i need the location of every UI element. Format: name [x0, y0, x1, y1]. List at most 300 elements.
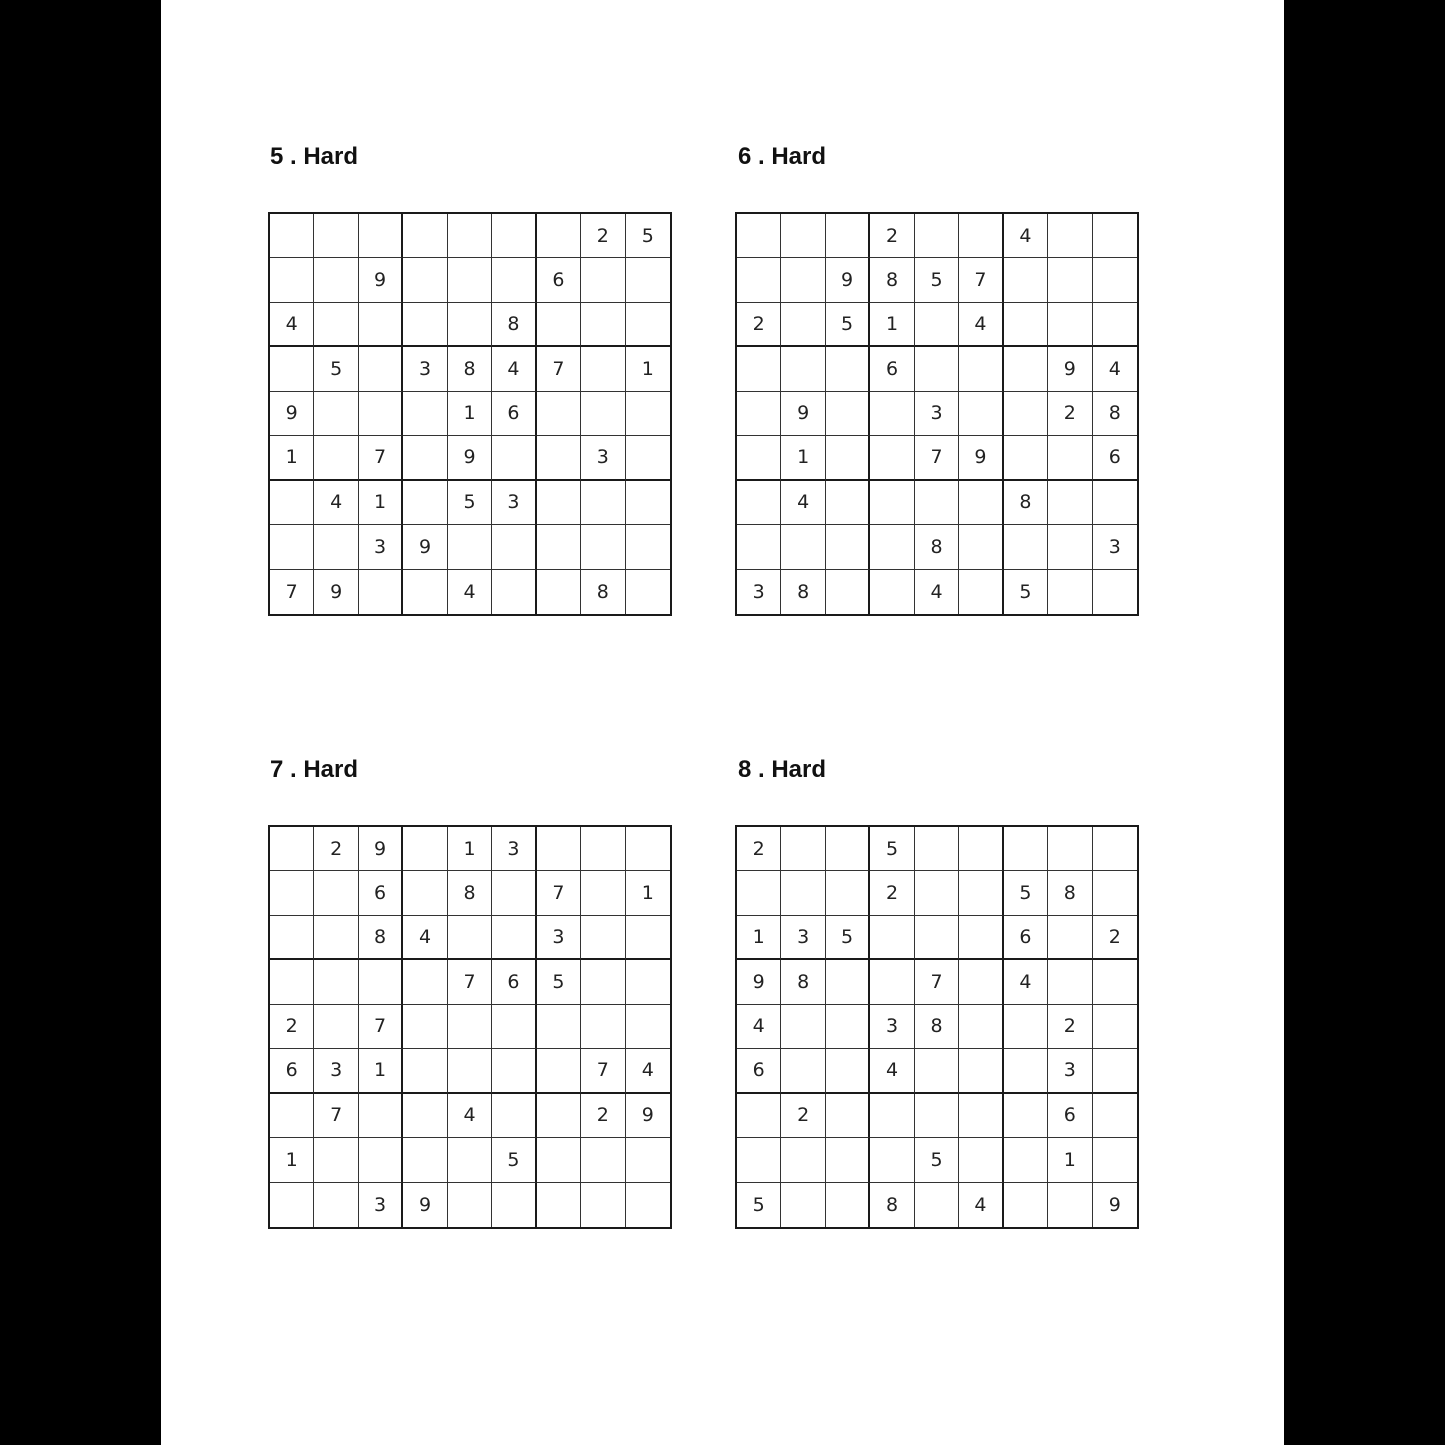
sudoku-cell[interactable]: 9: [737, 960, 781, 1004]
sudoku-cell[interactable]: [826, 1094, 870, 1138]
sudoku-cell[interactable]: 8: [915, 1005, 959, 1049]
sudoku-cell[interactable]: 1: [448, 827, 492, 871]
sudoku-cell[interactable]: [359, 960, 403, 1004]
sudoku-cell[interactable]: 4: [959, 303, 1003, 347]
sudoku-cell[interactable]: [826, 570, 870, 614]
sudoku-cell[interactable]: [826, 1005, 870, 1049]
sudoku-cell[interactable]: 9: [359, 258, 403, 302]
sudoku-cell[interactable]: 6: [1093, 436, 1137, 480]
sudoku-cell[interactable]: [737, 214, 781, 258]
sudoku-cell[interactable]: [314, 1138, 358, 1182]
sudoku-cell[interactable]: 2: [737, 303, 781, 347]
sudoku-cell[interactable]: 7: [915, 436, 959, 480]
sudoku-cell[interactable]: 1: [781, 436, 825, 480]
sudoku-cell[interactable]: 9: [403, 1183, 447, 1227]
sudoku-cell[interactable]: [403, 960, 447, 1004]
sudoku-cell[interactable]: 2: [1093, 916, 1137, 960]
sudoku-cell[interactable]: [270, 347, 314, 391]
sudoku-cell[interactable]: 4: [959, 1183, 1003, 1227]
sudoku-cell[interactable]: [1004, 436, 1048, 480]
sudoku-cell[interactable]: [359, 1138, 403, 1182]
sudoku-cell[interactable]: [581, 1005, 625, 1049]
sudoku-cell[interactable]: [448, 303, 492, 347]
sudoku-cell[interactable]: [959, 1138, 1003, 1182]
sudoku-cell[interactable]: [359, 214, 403, 258]
sudoku-cell[interactable]: [781, 258, 825, 302]
sudoku-cell[interactable]: 5: [537, 960, 581, 1004]
sudoku-cell[interactable]: [870, 436, 914, 480]
sudoku-cell[interactable]: [781, 525, 825, 569]
sudoku-cell[interactable]: [1093, 960, 1137, 1004]
sudoku-cell[interactable]: [959, 1094, 1003, 1138]
sudoku-cell[interactable]: [737, 1094, 781, 1138]
sudoku-cell[interactable]: 8: [1048, 871, 1092, 915]
sudoku-cell[interactable]: [1093, 303, 1137, 347]
sudoku-cell[interactable]: 1: [1048, 1138, 1092, 1182]
sudoku-cell[interactable]: [581, 392, 625, 436]
sudoku-cell[interactable]: 8: [781, 960, 825, 1004]
sudoku-cell[interactable]: 9: [1108, 1193, 1121, 1216]
sudoku-cell[interactable]: 6: [537, 258, 581, 302]
sudoku-cell[interactable]: [826, 214, 870, 258]
sudoku-cell[interactable]: 7: [959, 258, 1003, 302]
sudoku-cell[interactable]: 2: [781, 1094, 825, 1138]
sudoku-cell[interactable]: [959, 1049, 1003, 1093]
sudoku-cell[interactable]: [403, 1005, 447, 1049]
sudoku-cell[interactable]: [826, 960, 870, 1004]
sudoku-cell[interactable]: [737, 392, 781, 436]
sudoku-cell[interactable]: [1004, 1183, 1048, 1227]
sudoku-cell[interactable]: [270, 960, 314, 1004]
sudoku-cell[interactable]: 7: [448, 960, 492, 1004]
sudoku-cell[interactable]: [581, 303, 625, 347]
sudoku-cell[interactable]: 8: [359, 916, 403, 960]
sudoku-cell[interactable]: 4: [448, 570, 492, 614]
sudoku-cell[interactable]: 6: [870, 347, 914, 391]
sudoku-cell[interactable]: [537, 827, 581, 871]
sudoku-cell[interactable]: 3: [403, 347, 447, 391]
sudoku-cell[interactable]: [1093, 1094, 1137, 1138]
sudoku-cell[interactable]: [448, 1005, 492, 1049]
sudoku-cell[interactable]: [1004, 1049, 1048, 1093]
sudoku-cell[interactable]: [581, 481, 625, 525]
sudoku-cell[interactable]: [1048, 436, 1092, 480]
sudoku-cell[interactable]: [959, 960, 1003, 1004]
sudoku-cell[interactable]: 4: [403, 916, 447, 960]
sudoku-cell[interactable]: 3: [737, 570, 781, 614]
sudoku-cell[interactable]: 9: [781, 392, 825, 436]
sudoku-cell[interactable]: 5: [737, 1183, 781, 1227]
sudoku-cell[interactable]: 8: [581, 570, 625, 614]
sudoku-cell[interactable]: [781, 214, 825, 258]
sudoku-cell[interactable]: 1: [870, 303, 914, 347]
sudoku-cell[interactable]: 5: [915, 258, 959, 302]
sudoku-cell[interactable]: [1004, 1005, 1048, 1049]
sudoku-cell[interactable]: 4: [314, 481, 358, 525]
sudoku-cell[interactable]: 1: [448, 392, 492, 436]
sudoku-cell[interactable]: [581, 525, 625, 569]
sudoku-cell[interactable]: 1: [737, 916, 781, 960]
sudoku-cell[interactable]: [1048, 570, 1092, 614]
sudoku-cell[interactable]: [270, 481, 314, 525]
sudoku-cell[interactable]: 1: [270, 436, 314, 480]
sudoku-cell[interactable]: [1004, 258, 1048, 302]
sudoku-cell[interactable]: 9: [270, 392, 314, 436]
sudoku-cell[interactable]: [870, 916, 914, 960]
sudoku-cell[interactable]: [581, 916, 625, 960]
sudoku-cell[interactable]: [826, 525, 870, 569]
sudoku-cell[interactable]: [870, 481, 914, 525]
sudoku-cell[interactable]: 5: [1004, 871, 1048, 915]
sudoku-cell[interactable]: [915, 214, 959, 258]
sudoku-cell[interactable]: 7: [314, 1094, 358, 1138]
sudoku-cell[interactable]: 8: [1093, 392, 1137, 436]
sudoku-cell[interactable]: [959, 827, 1003, 871]
sudoku-cell[interactable]: [314, 525, 358, 569]
sudoku-cell[interactable]: [1048, 481, 1092, 525]
sudoku-cell[interactable]: [314, 392, 358, 436]
sudoku-cell[interactable]: [537, 481, 581, 525]
sudoku-cell[interactable]: [448, 214, 492, 258]
sudoku-cell[interactable]: 7: [537, 871, 581, 915]
sudoku-cell[interactable]: 1: [270, 1138, 314, 1182]
sudoku-cell[interactable]: [359, 570, 403, 614]
sudoku-cell[interactable]: 5: [626, 214, 670, 258]
sudoku-cell[interactable]: [1048, 1183, 1092, 1227]
sudoku-cell[interactable]: [737, 347, 781, 391]
sudoku-cell[interactable]: [492, 214, 536, 258]
sudoku-cell[interactable]: [314, 960, 358, 1004]
sudoku-cell[interactable]: [626, 916, 670, 960]
sudoku-cell[interactable]: [403, 827, 447, 871]
sudoku-cell[interactable]: [581, 960, 625, 1004]
sudoku-cell[interactable]: 7: [359, 1005, 403, 1049]
sudoku-cell[interactable]: 2: [870, 214, 914, 258]
sudoku-cell[interactable]: [781, 871, 825, 915]
sudoku-cell[interactable]: [626, 570, 670, 614]
sudoku-cell[interactable]: 2: [581, 214, 625, 258]
sudoku-cell[interactable]: 1: [359, 481, 403, 525]
sudoku-cell[interactable]: [403, 1049, 447, 1093]
sudoku-cell[interactable]: [826, 1183, 870, 1227]
sudoku-cell[interactable]: [448, 525, 492, 569]
sudoku-cell[interactable]: [626, 1183, 670, 1227]
sudoku-cell[interactable]: 7: [537, 347, 581, 391]
sudoku-cell[interactable]: [1093, 827, 1137, 871]
sudoku-cell[interactable]: [403, 1094, 447, 1138]
sudoku-cell[interactable]: 8: [448, 871, 492, 915]
sudoku-cell[interactable]: [403, 570, 447, 614]
sudoku-cell[interactable]: [314, 916, 358, 960]
sudoku-cell[interactable]: 4: [1004, 960, 1048, 1004]
sudoku-cell[interactable]: [870, 960, 914, 1004]
sudoku-cell[interactable]: [1048, 303, 1092, 347]
sudoku-cell[interactable]: [826, 347, 870, 391]
sudoku-cell[interactable]: 8: [492, 303, 536, 347]
sudoku-cell[interactable]: 4: [915, 570, 959, 614]
sudoku-cell[interactable]: [270, 827, 314, 871]
sudoku-cell[interactable]: 4: [1004, 214, 1048, 258]
sudoku-cell[interactable]: 3: [781, 916, 825, 960]
sudoku-cell[interactable]: [1093, 258, 1137, 302]
sudoku-cell[interactable]: 9: [959, 436, 1003, 480]
sudoku-cell[interactable]: [626, 481, 670, 525]
sudoku-cell[interactable]: 4: [626, 1049, 670, 1093]
sudoku-cell[interactable]: 9: [448, 436, 492, 480]
sudoku-cell[interactable]: [626, 827, 670, 871]
sudoku-cell[interactable]: [314, 1183, 358, 1227]
sudoku-cell[interactable]: [403, 258, 447, 302]
sudoku-cell[interactable]: 7: [581, 1049, 625, 1093]
sudoku-cell[interactable]: [959, 871, 1003, 915]
sudoku-cell[interactable]: 4: [270, 303, 314, 347]
sudoku-cell[interactable]: 6: [270, 1049, 314, 1093]
sudoku-cell[interactable]: [870, 1094, 914, 1138]
sudoku-cell[interactable]: 2: [1048, 392, 1092, 436]
sudoku-cell[interactable]: [1093, 871, 1137, 915]
sudoku-cell[interactable]: [1004, 392, 1048, 436]
sudoku-cell[interactable]: [781, 1005, 825, 1049]
sudoku-cell[interactable]: [915, 303, 959, 347]
sudoku-cell[interactable]: 3: [1093, 525, 1137, 569]
sudoku-cell[interactable]: 4: [737, 1005, 781, 1049]
sudoku-cell[interactable]: [737, 525, 781, 569]
sudoku-cell[interactable]: [626, 258, 670, 302]
sudoku-cell[interactable]: 5: [826, 303, 870, 347]
sudoku-cell[interactable]: [314, 303, 358, 347]
sudoku-cell[interactable]: [1093, 1005, 1137, 1049]
sudoku-cell[interactable]: [870, 392, 914, 436]
sudoku-cell[interactable]: [959, 481, 1003, 525]
sudoku-cell[interactable]: [626, 303, 670, 347]
sudoku-cell[interactable]: [403, 436, 447, 480]
sudoku-cell[interactable]: [1093, 1049, 1137, 1093]
sudoku-cell[interactable]: [1048, 525, 1092, 569]
sudoku-cell[interactable]: 2: [870, 871, 914, 915]
sudoku-cell[interactable]: [359, 1094, 403, 1138]
sudoku-cell[interactable]: 7: [915, 960, 959, 1004]
sudoku-cell[interactable]: 6: [1004, 916, 1048, 960]
sudoku-cell[interactable]: [826, 392, 870, 436]
sudoku-cell[interactable]: [403, 303, 447, 347]
sudoku-cell[interactable]: [581, 1138, 625, 1182]
sudoku-cell[interactable]: [403, 214, 447, 258]
sudoku-cell[interactable]: [492, 1049, 536, 1093]
sudoku-cell[interactable]: [915, 1094, 959, 1138]
sudoku-cell[interactable]: [448, 258, 492, 302]
sudoku-cell[interactable]: [826, 1138, 870, 1182]
sudoku-cell[interactable]: 3: [314, 1049, 358, 1093]
sudoku-cell[interactable]: [826, 436, 870, 480]
sudoku-cell[interactable]: [537, 570, 581, 614]
sudoku-cell[interactable]: 6: [737, 1049, 781, 1093]
sudoku-cell[interactable]: 3: [537, 916, 581, 960]
sudoku-cell[interactable]: [270, 916, 314, 960]
sudoku-cell[interactable]: 6: [1048, 1094, 1092, 1138]
sudoku-cell[interactable]: 8: [448, 347, 492, 391]
sudoku-cell[interactable]: [915, 827, 959, 871]
sudoku-cell[interactable]: [270, 214, 314, 258]
sudoku-cell[interactable]: [959, 916, 1003, 960]
sudoku-cell[interactable]: 3: [870, 1005, 914, 1049]
sudoku-cell[interactable]: [826, 827, 870, 871]
sudoku-cell[interactable]: 8: [915, 525, 959, 569]
sudoku-cell[interactable]: [1093, 570, 1137, 614]
sudoku-cell[interactable]: 5: [314, 347, 358, 391]
sudoku-cell[interactable]: [1004, 1138, 1048, 1182]
sudoku-cell[interactable]: [781, 347, 825, 391]
sudoku-cell[interactable]: [959, 392, 1003, 436]
sudoku-cell[interactable]: 4: [781, 481, 825, 525]
sudoku-cell[interactable]: 4: [492, 347, 536, 391]
sudoku-cell[interactable]: [581, 258, 625, 302]
sudoku-cell[interactable]: [826, 1049, 870, 1093]
sudoku-cell[interactable]: [1093, 481, 1137, 525]
sudoku-cell[interactable]: 9: [359, 827, 403, 871]
sudoku-cell[interactable]: [537, 436, 581, 480]
sudoku-cell[interactable]: [781, 827, 825, 871]
sudoku-cell[interactable]: [492, 871, 536, 915]
sudoku-cell[interactable]: 5: [915, 1138, 959, 1182]
sudoku-cell[interactable]: [626, 960, 670, 1004]
sudoku-cell[interactable]: [537, 214, 581, 258]
sudoku-cell[interactable]: [915, 1183, 959, 1227]
sudoku-cell[interactable]: 2: [270, 1005, 314, 1049]
sudoku-cell[interactable]: [270, 871, 314, 915]
sudoku-cell[interactable]: [537, 1183, 581, 1227]
sudoku-cell[interactable]: [1048, 827, 1092, 871]
sudoku-cell[interactable]: [314, 871, 358, 915]
sudoku-cell[interactable]: [448, 916, 492, 960]
sudoku-cell[interactable]: 5: [448, 481, 492, 525]
sudoku-cell[interactable]: [1093, 214, 1137, 258]
sudoku-cell[interactable]: [270, 1183, 314, 1227]
sudoku-cell[interactable]: [492, 436, 536, 480]
sudoku-cell[interactable]: 7: [270, 570, 314, 614]
sudoku-cell[interactable]: 5: [870, 827, 914, 871]
sudoku-cell[interactable]: 2: [737, 827, 781, 871]
sudoku-cell[interactable]: [270, 258, 314, 302]
sudoku-cell[interactable]: 6: [359, 871, 403, 915]
sudoku-cell[interactable]: [1048, 258, 1092, 302]
sudoku-cell[interactable]: 1: [626, 871, 670, 915]
sudoku-cell[interactable]: [959, 570, 1003, 614]
sudoku-cell[interactable]: [359, 303, 403, 347]
sudoku-cell[interactable]: [270, 1094, 314, 1138]
sudoku-cell[interactable]: [737, 436, 781, 480]
sudoku-cell[interactable]: [492, 258, 536, 302]
sudoku-cell[interactable]: [359, 392, 403, 436]
sudoku-cell[interactable]: [581, 871, 625, 915]
sudoku-cell[interactable]: 2: [581, 1094, 625, 1138]
sudoku-cell[interactable]: 3: [359, 525, 403, 569]
sudoku-cell[interactable]: [492, 570, 536, 614]
sudoku-cell[interactable]: [826, 871, 870, 915]
sudoku-cell[interactable]: [959, 525, 1003, 569]
sudoku-cell[interactable]: [870, 1138, 914, 1182]
sudoku-cell[interactable]: [492, 1005, 536, 1049]
sudoku-cell[interactable]: 3: [359, 1183, 403, 1227]
sudoku-cell[interactable]: 3: [492, 827, 536, 871]
sudoku-cell[interactable]: [1004, 1094, 1048, 1138]
sudoku-cell[interactable]: 9: [314, 570, 358, 614]
sudoku-cell[interactable]: [581, 1183, 625, 1227]
sudoku-cell[interactable]: [537, 525, 581, 569]
sudoku-cell[interactable]: [781, 1138, 825, 1182]
sudoku-cell[interactable]: 4: [1093, 347, 1137, 391]
sudoku-cell[interactable]: 5: [492, 1138, 536, 1182]
sudoku-cell[interactable]: [915, 871, 959, 915]
sudoku-cell[interactable]: 8: [870, 258, 914, 302]
sudoku-cell[interactable]: 2: [1048, 1005, 1092, 1049]
sudoku-cell[interactable]: 4: [448, 1094, 492, 1138]
sudoku-cell[interactable]: [781, 1049, 825, 1093]
sudoku-cell[interactable]: [537, 1049, 581, 1093]
sudoku-cell[interactable]: [403, 481, 447, 525]
sudoku-cell[interactable]: [781, 1183, 825, 1227]
sudoku-cell[interactable]: 3: [915, 392, 959, 436]
sudoku-cell[interactable]: [959, 1005, 1003, 1049]
sudoku-cell[interactable]: 9: [826, 258, 870, 302]
sudoku-cell[interactable]: [737, 258, 781, 302]
sudoku-cell[interactable]: [737, 871, 781, 915]
sudoku-cell[interactable]: [737, 481, 781, 525]
sudoku-cell[interactable]: [403, 1138, 447, 1182]
sudoku-cell[interactable]: 6: [492, 960, 536, 1004]
sudoku-cell[interactable]: 1: [626, 347, 670, 391]
sudoku-cell[interactable]: [1004, 347, 1048, 391]
sudoku-cell[interactable]: [1048, 960, 1092, 1004]
sudoku-cell[interactable]: [1048, 916, 1092, 960]
sudoku-cell[interactable]: [959, 214, 1003, 258]
sudoku-cell[interactable]: [915, 481, 959, 525]
sudoku-cell[interactable]: [626, 392, 670, 436]
sudoku-cell[interactable]: [537, 392, 581, 436]
sudoku-cell[interactable]: [492, 1183, 536, 1227]
sudoku-cell[interactable]: 3: [581, 436, 625, 480]
sudoku-cell[interactable]: [581, 827, 625, 871]
sudoku-cell[interactable]: 5: [1004, 570, 1048, 614]
sudoku-cell[interactable]: 2: [314, 827, 358, 871]
sudoku-cell[interactable]: [270, 525, 314, 569]
sudoku-cell[interactable]: 9: [626, 1094, 670, 1138]
sudoku-cell[interactable]: [870, 525, 914, 569]
sudoku-cell[interactable]: 9: [403, 525, 447, 569]
sudoku-cell[interactable]: [581, 347, 625, 391]
sudoku-cell[interactable]: [314, 258, 358, 302]
sudoku-cell[interactable]: [314, 214, 358, 258]
sudoku-cell[interactable]: [781, 303, 825, 347]
sudoku-cell[interactable]: 3: [1048, 1049, 1092, 1093]
sudoku-cell[interactable]: [626, 525, 670, 569]
sudoku-cell[interactable]: [915, 1049, 959, 1093]
sudoku-cell[interactable]: [1004, 827, 1048, 871]
sudoku-cell[interactable]: [314, 1005, 358, 1049]
sudoku-cell[interactable]: [870, 570, 914, 614]
sudoku-cell[interactable]: [737, 1138, 781, 1182]
sudoku-cell[interactable]: [403, 392, 447, 436]
sudoku-cell[interactable]: [1004, 303, 1048, 347]
sudoku-cell[interactable]: 9: [1048, 347, 1092, 391]
sudoku-cell[interactable]: [1048, 214, 1092, 258]
sudoku-cell[interactable]: [626, 1138, 670, 1182]
sudoku-cell[interactable]: 5: [826, 916, 870, 960]
sudoku-cell[interactable]: [537, 1094, 581, 1138]
sudoku-cell[interactable]: [826, 481, 870, 525]
sudoku-cell[interactable]: [403, 871, 447, 915]
sudoku-cell[interactable]: [359, 347, 403, 391]
sudoku-cell[interactable]: [537, 1138, 581, 1182]
